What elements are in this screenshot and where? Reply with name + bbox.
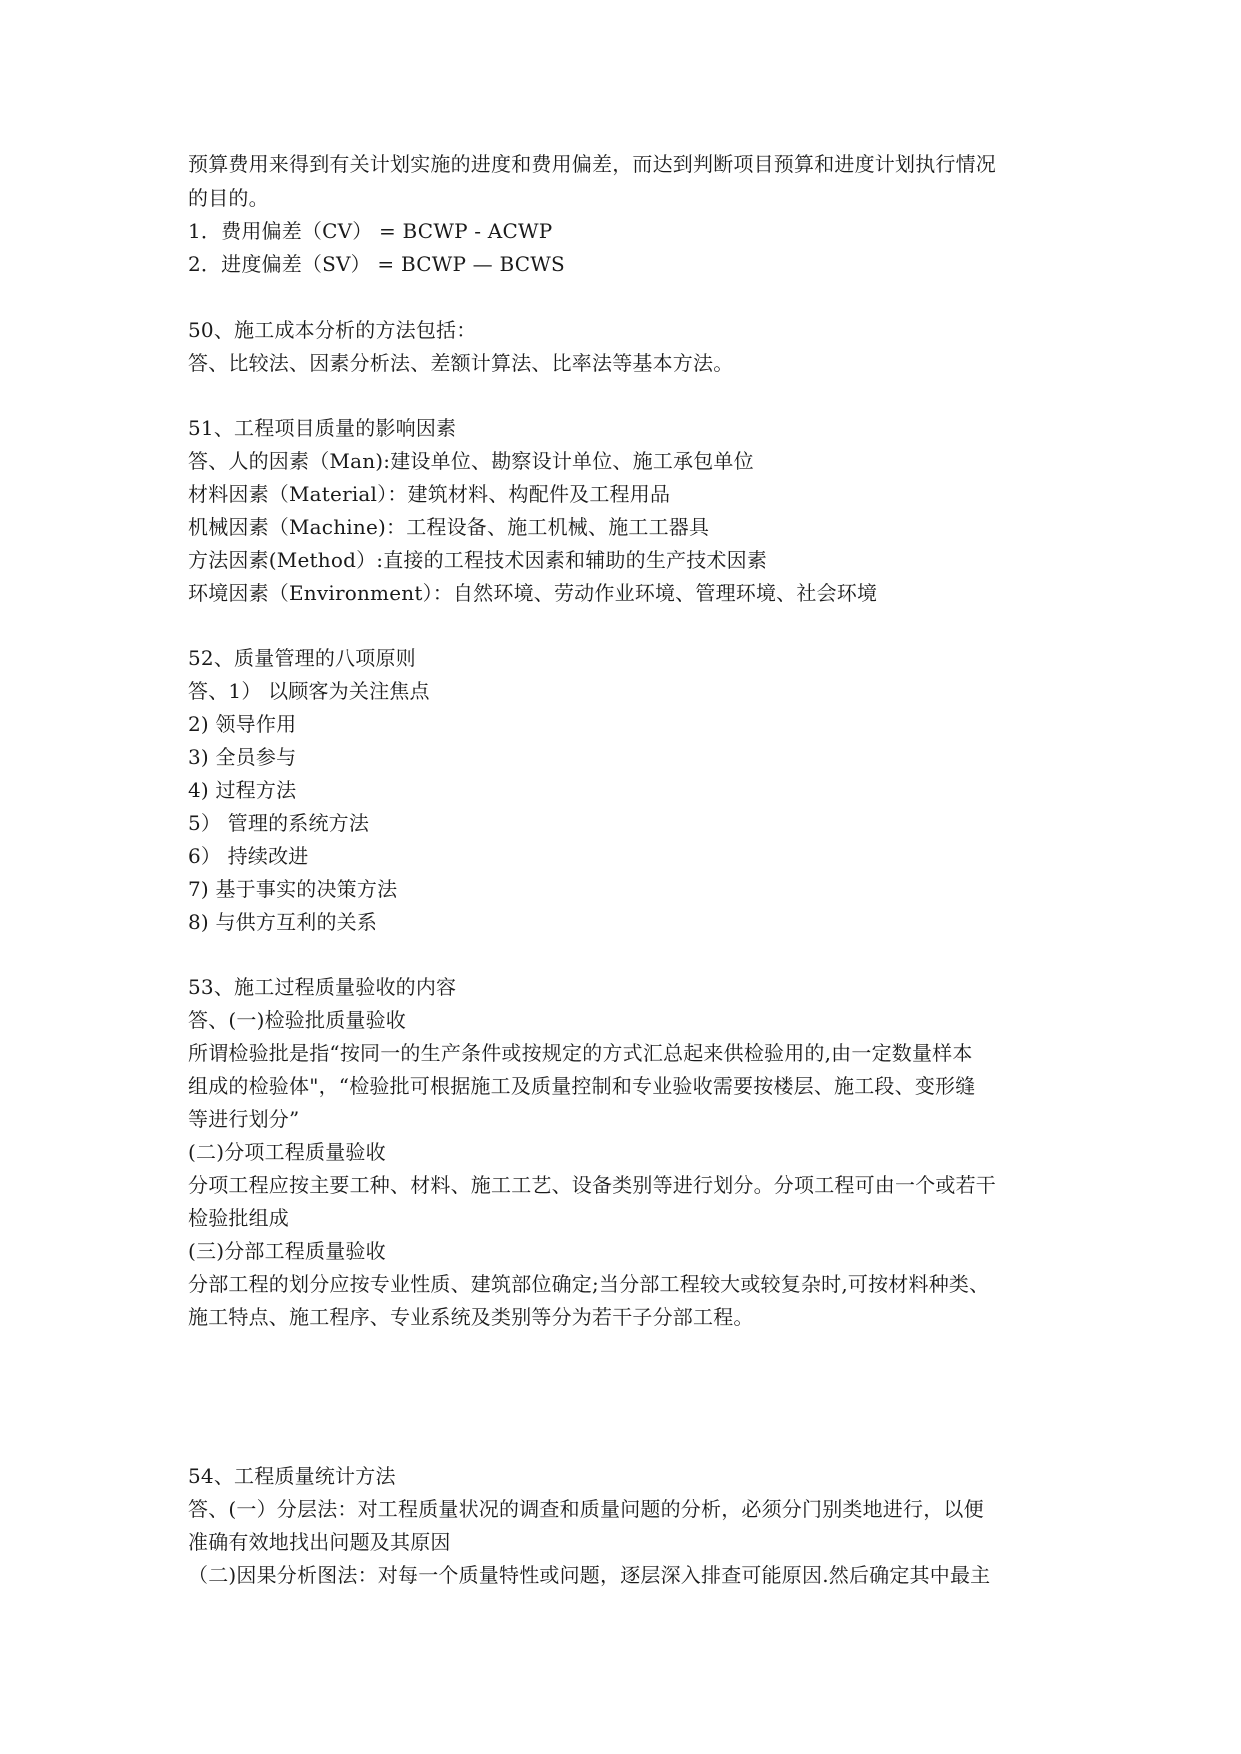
question-heading-51: 51、工程项目质量的影响因素 <box>188 416 457 440</box>
subheading: 答、(一)检验批质量验收 <box>188 1008 407 1032</box>
paragraph-line: 准确有效地找出问题及其原因 <box>188 1530 451 1554</box>
answer-line: 机械因素（Machine)：工程设备、施工机械、施工工器具 <box>188 515 710 539</box>
list-item: 2) 领导作用 <box>188 712 297 736</box>
text-line: 预算费用来得到有关计划实施的进度和费用偏差，而达到判断项目预算和进度计划执行情况 <box>188 152 996 176</box>
paragraph-line: 检验批组成 <box>188 1206 289 1230</box>
paragraph-line: 答、(一）分层法：对工程质量状况的调查和质量问题的分析，必须分门别类地进行，以便 <box>188 1497 984 1521</box>
paragraph-line: 组成的检验体"，“检验批可根据施工及质量控制和专业验收需要按楼层、施工段、变形缝 <box>188 1074 976 1098</box>
list-item: 答、1） 以顾客为关注焦点 <box>188 679 430 703</box>
paragraph-line: 分部工程的划分应按专业性质、建筑部位确定;当分部工程较大或较复杂时,可按材料种类、 <box>188 1272 990 1296</box>
list-item: 7) 基于事实的决策方法 <box>188 877 398 901</box>
paragraph-line: 施工特点、施工程序、专业系统及类别等分为若干子分部工程。 <box>188 1305 754 1329</box>
list-item: 3) 全员参与 <box>188 745 297 769</box>
answer-line: 方法因素(Method）:直接的工程技术因素和辅助的生产技术因素 <box>188 548 768 572</box>
formula-line-cv: 1．费用偏差（CV） = BCWP - ACWP <box>188 219 553 243</box>
answer-line: 材料因素（Material）：建筑材料、构配件及工程用品 <box>188 482 671 506</box>
answer-line: 环境因素（Environment）：自然环境、劳动作业环境、管理环境、社会环境 <box>188 581 878 605</box>
paragraph-line: 所谓检验批是指“按同一的生产条件或按规定的方式汇总起来供检验用的,由一定数量样本 <box>188 1041 973 1065</box>
question-heading-54: 54、工程质量统计方法 <box>188 1464 396 1488</box>
question-heading-53: 53、施工过程质量验收的内容 <box>188 975 457 999</box>
text-line: 的目的。 <box>188 186 269 210</box>
list-item: 8) 与供方互利的关系 <box>188 910 378 934</box>
paragraph-line: 分项工程应按主要工种、材料、施工工艺、设备类别等进行划分。分项工程可由一个或若干 <box>188 1173 996 1197</box>
paragraph-line: 等进行划分” <box>188 1107 300 1131</box>
list-item: 6） 持续改进 <box>188 844 309 868</box>
subheading: (三)分部工程质量验收 <box>188 1239 386 1263</box>
answer-line: 答、比较法、因素分析法、差额计算法、比率法等基本方法。 <box>188 351 734 375</box>
question-heading-52: 52、质量管理的八项原则 <box>188 646 416 670</box>
subheading: (二)分项工程质量验收 <box>188 1140 386 1164</box>
answer-line: 答、人的因素（Man):建设单位、勘察设计单位、施工承包单位 <box>188 449 754 473</box>
question-heading-50: 50、施工成本分析的方法包括： <box>188 318 477 342</box>
paragraph-line: （二)因果分析图法：对每一个质量特性或问题，逐层深入排查可能原因.然后确定其中最主 <box>188 1563 991 1587</box>
list-item: 5） 管理的系统方法 <box>188 811 370 835</box>
formula-line-sv: 2．进度偏差（SV） = BCWP — BCWS <box>188 252 565 276</box>
list-item: 4) 过程方法 <box>188 778 297 802</box>
